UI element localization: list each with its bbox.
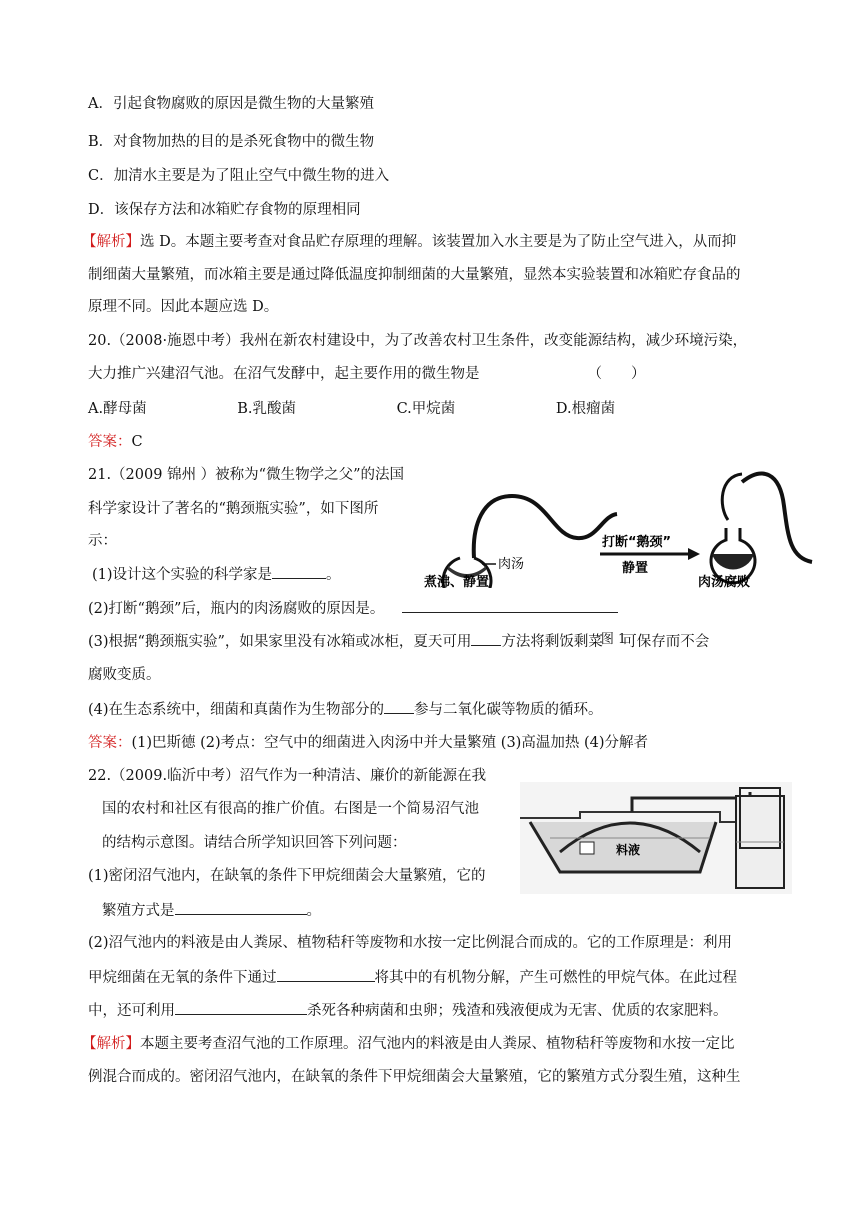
flask-right-stub xyxy=(722,474,742,520)
q19-analysis-line3: 原理不同。因此本题应选 D。 xyxy=(88,299,279,315)
q22-part1-line2: 繁殖方式是 。 xyxy=(102,900,321,921)
answer-blank[interactable] xyxy=(277,967,375,982)
answer-tag: 答案： xyxy=(88,434,132,450)
answer-blank[interactable] xyxy=(272,564,326,579)
q20-options xyxy=(88,399,615,419)
q22-stem-line1: 22.（2009.临沂中考）沼气作为一种清洁、廉价的新能源在我 xyxy=(88,768,487,784)
q21-answer: 答案：(1)巴斯德 (2)考点：空气中的细菌进入肉汤中并大量繁殖 (3)高温加热 (4)分解者 xyxy=(88,735,648,751)
answer-blank[interactable] xyxy=(175,900,307,915)
q22-stem-line2: 国的农村和社区有很高的推广价值。右图是一个简易沼气池 xyxy=(102,801,479,817)
label-stand: 静置 xyxy=(622,561,649,576)
q20-option-a: A.酵母菌 xyxy=(88,401,147,417)
q19-option-c: C．加清水主要是为了阻止空气中微生物的进入 xyxy=(88,168,390,184)
answer-blank[interactable] xyxy=(175,1000,307,1015)
answer-blank[interactable] xyxy=(471,631,501,646)
q21-part2: (2)打断“鹅颈”后，瓶内的肉汤腐败的原因是。 xyxy=(88,598,618,619)
q19-analysis-line2: 制细菌大量繁殖，而冰箱主要是通过降低温度抑制细菌的大量繁殖，显然本实验装置和冰箱贮存食品的 xyxy=(88,267,741,283)
q21-stem-line1: 21.（2009 锦州 ）被称为“微生物学之父”的法国 xyxy=(88,467,405,483)
analysis-tag: 【解析】 xyxy=(82,1036,140,1052)
q19-analysis-line1: 【解析】选 D。本题主要考查对食品贮存原理的理解。该装置加入水主要是为了防止空气进入，从而抑 xyxy=(82,234,737,250)
answer-blank[interactable] xyxy=(402,598,618,613)
q21-part4: (4)在生态系统中，细菌和真菌作为生物部分的 参与二氧化碳等物质的循环。 xyxy=(88,699,603,720)
figure-caption: 图 1 xyxy=(600,632,627,647)
label-slurry: 料液 xyxy=(616,843,641,857)
q21-stem-line3: 示： xyxy=(88,533,117,549)
q19-option-a: A．引起食物腐败的原因是微生物的大量繁殖 xyxy=(88,96,374,112)
inlet-box xyxy=(580,842,594,854)
q22-part2-line1: (2)沼气池内的料液是由人粪尿、植物秸秆等废物和水按一定比例混合而成的。它的工作原理是：利用 xyxy=(88,935,733,951)
q20-option-b: B.乳酸菌 xyxy=(237,401,296,417)
label-broth-rot: 肉汤腐败 xyxy=(698,575,751,588)
flask-left-neck xyxy=(474,496,617,558)
q20-answer-paren: （ ） xyxy=(587,366,646,382)
answer-tag: 答案： xyxy=(88,735,132,751)
q19-option-d: D．该保存方法和冰箱贮存食物的原理相同 xyxy=(88,202,361,218)
q21-part3-cont: 腐败变质。 xyxy=(88,667,161,683)
q22-part2-line3: 中，还可利用 杀死各种病菌和虫卵；残渣和残液便成为无害、优质的农家肥料。 xyxy=(88,1000,728,1021)
q22-stem-line3: 的结构示意图。请结合所学知识回答下列问题： xyxy=(102,835,407,851)
q20-stem-line2: 大力推广兴建沼气池。在沼气发酵中，起主要作用的微生物是 （ ） xyxy=(88,366,646,382)
analysis-tag: 【解析】 xyxy=(82,234,140,250)
q20-answer: 答案：C xyxy=(88,434,143,450)
q22-analysis-line1: 【解析】本题主要考查沼气池的工作原理。沼气池内的料液是由人粪尿、植物秸秆等废物和水按一定比 xyxy=(82,1036,735,1052)
q21-part3: (3)根据“鹅颈瓶实验”，如果家里没有冰箱或冰柜，夏天可用 方法将剩饭剩菜图 1可保存而不会 xyxy=(88,632,710,650)
q20-option-d: D.根瘤菌 xyxy=(555,401,616,417)
flask-right-broth xyxy=(712,554,754,569)
label-boil: 煮沸、静置 xyxy=(424,575,490,588)
q21-stem-line2: 科学家设计了著名的“鹅颈瓶实验”，如下图所 xyxy=(88,501,379,517)
biogas-digester-figure xyxy=(520,782,792,894)
q19-option-b: B．对食物加热的目的是杀死食物中的微生物 xyxy=(88,134,375,150)
label-soup: 肉汤 xyxy=(498,557,525,572)
q22-part1-line1: (1)密闭沼气池内，在缺氧的条件下甲烷细菌会大量繁殖，它的 xyxy=(88,868,486,884)
q22-part2-line2: 甲烷细菌在无氧的条件下通过 将其中的有机物分解，产生可燃性的甲烷气体。在此过程 xyxy=(88,967,737,988)
arrow-head-icon xyxy=(688,548,700,560)
q22-analysis-line2: 例混合而成的。密闭沼气池内，在缺氧的条件下甲烷细菌会大量繁殖，它的繁殖方式分裂生殖，这种生 xyxy=(88,1069,741,1085)
label-break-neck: 打断“鹅颈” xyxy=(602,535,672,550)
answer-blank[interactable] xyxy=(384,699,414,714)
q20-stem-line1: 20.（2008·施恩中考）我州在新农村建设中，为了改善农村卫生条件，改变能源结构，减少环境污染， xyxy=(88,333,748,349)
swan-neck-flask-figure xyxy=(412,466,832,588)
q20-option-c: C.甲烷菌 xyxy=(396,401,456,417)
q21-part1: (1)设计这个实验的科学家是 。 xyxy=(92,564,341,585)
